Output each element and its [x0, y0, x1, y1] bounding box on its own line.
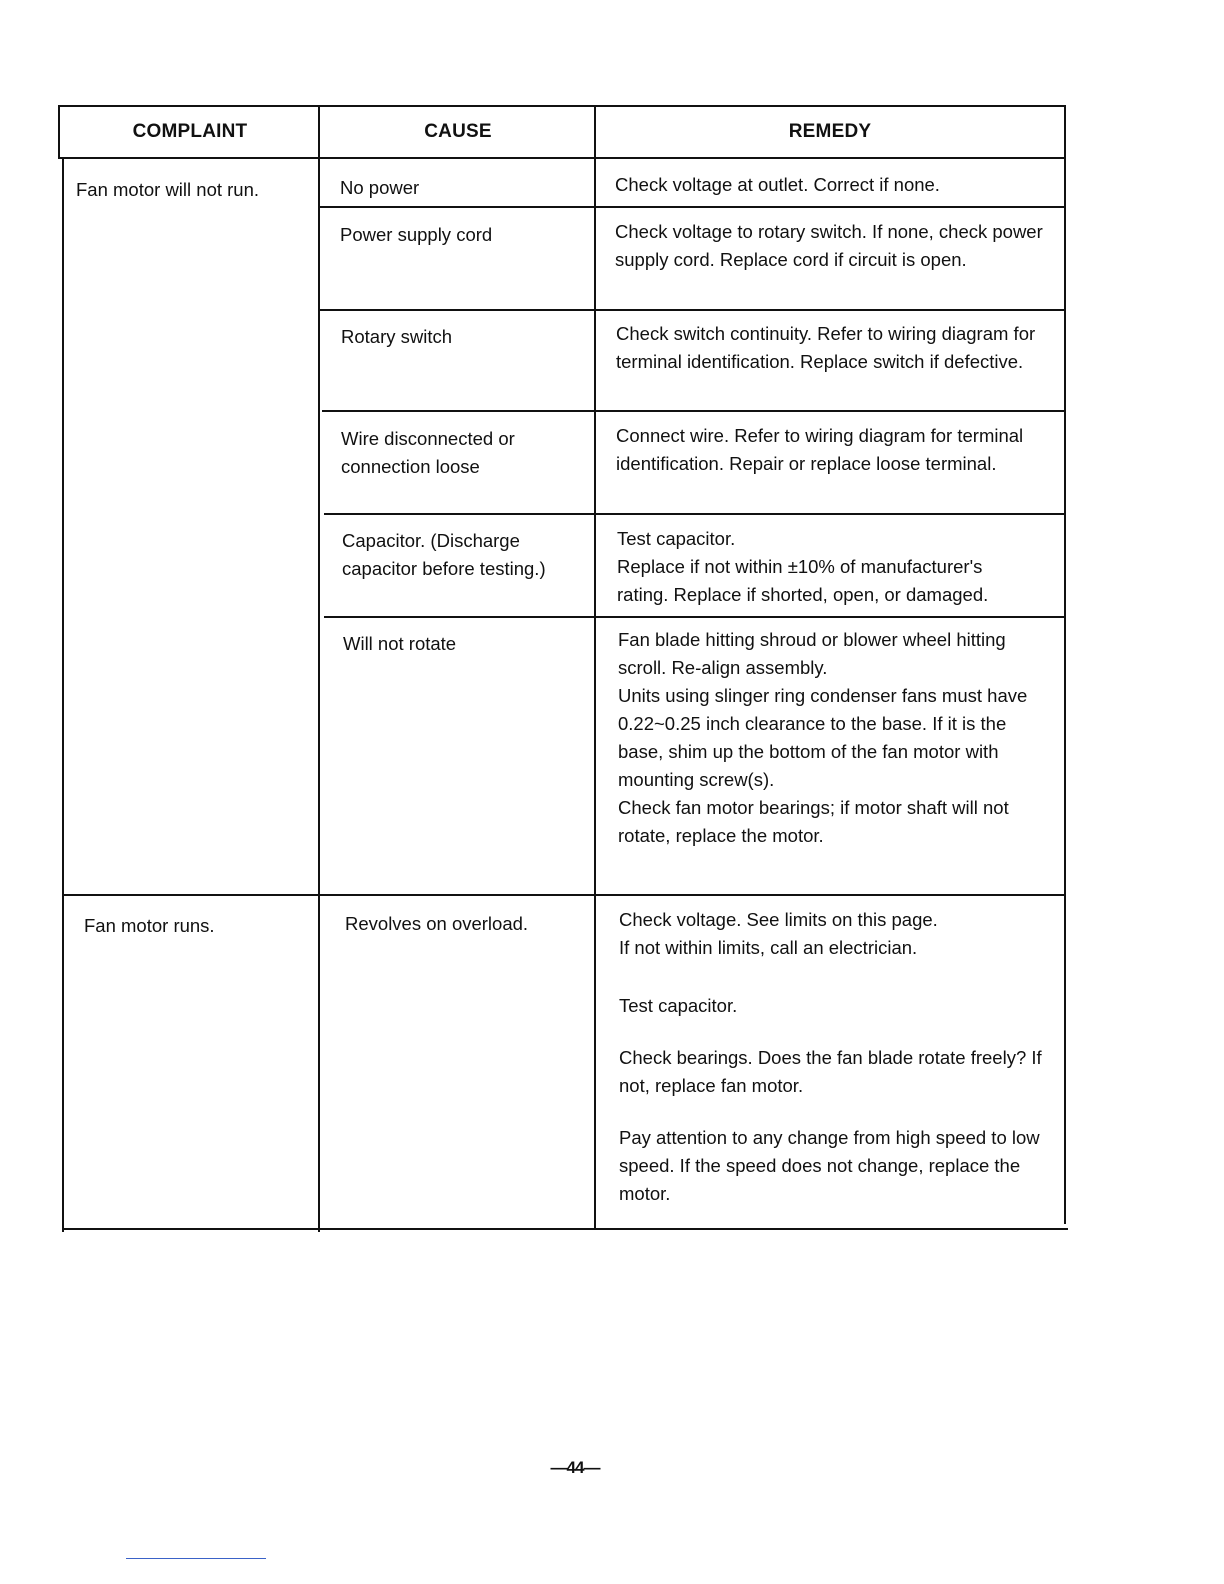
remedy-text: Check bearings. Does the fan blade rotate freely? If not, replace fan motor.	[619, 1047, 1042, 1096]
table-header-row	[58, 105, 1066, 159]
grid-line-remedy-left	[594, 158, 596, 1228]
page-number: —44—	[550, 1458, 600, 1477]
cause-cell: Will not rotate	[343, 633, 457, 654]
grid-line-cause-left	[318, 158, 320, 1232]
grid-line-left	[62, 158, 64, 1232]
header-complaint: COMPLAINT	[58, 105, 320, 159]
remedy-cell	[615, 218, 1045, 274]
remedy-cell	[619, 906, 1059, 1208]
remedy-cell	[617, 525, 1037, 609]
remedy-text: Check voltage. See limits on this page.	[619, 909, 938, 930]
remedy-text: Replace if not within ±10% of manufacturer's rating. Replace if shorted, open, or damaged.	[617, 556, 989, 605]
cause-cell: No power	[340, 177, 420, 198]
remedy-cell	[618, 626, 1054, 850]
remedy-text: Connect wire. Refer to wiring diagram for terminal identification. Repair or replace loose terminal.	[616, 425, 1024, 474]
remedy-cell	[616, 320, 1052, 376]
grid-line-right	[1064, 158, 1066, 1224]
row-divider	[320, 309, 1066, 311]
row-divider	[324, 616, 1066, 618]
group-divider	[62, 894, 1066, 896]
remedy-text: Check switch continuity. Refer to wiring diagram for terminal identification. Replace switch if defective.	[616, 323, 1036, 372]
cause-cell: Rotary switch	[341, 326, 453, 347]
header-cause: CAUSE	[318, 105, 596, 159]
remedy-text: Check fan motor bearings; if motor shaft will not rotate, replace the motor.	[618, 797, 1009, 846]
complaint-cell: Fan motor will not run.	[76, 179, 260, 200]
cause-cell: Wire disconnected or connection loose	[341, 428, 515, 477]
cause-cell: Power supply cord	[340, 224, 493, 245]
cause-cell: Capacitor. (Discharge capacitor before testing.)	[342, 530, 546, 579]
remedy-text: Pay attention to any change from high speed to low speed. If the speed does not change, replace the motor.	[619, 1127, 1040, 1204]
table-bottom-border	[64, 1228, 1068, 1230]
remedy-text: Test capacitor.	[617, 528, 736, 549]
remedy-text: Check voltage at outlet. Correct if none.	[615, 174, 940, 195]
remedy-text: Test capacitor.	[619, 995, 738, 1016]
remedy-cell	[616, 422, 1036, 478]
remedy-text: Units using slinger ring condenser fans must have 0.22~0.25 inch clearance to the base. If it is the base, shim up the bottom of the fan motor with mounting screw(s).	[618, 685, 1028, 790]
row-divider	[324, 513, 1066, 515]
remedy-text: Check voltage to rotary switch. If none, check power supply cord. Replace cord if circuit is open.	[615, 221, 1043, 270]
footer-rule	[126, 1558, 266, 1559]
remedy-cell	[615, 171, 1045, 199]
header-remedy: REMEDY	[594, 105, 1066, 159]
cause-cell: Revolves on overload.	[345, 913, 529, 934]
row-divider	[318, 206, 1066, 208]
remedy-text: Fan blade hitting shroud or blower wheel hitting scroll. Re-align assembly.	[618, 629, 1006, 678]
complaint-cell: Fan motor runs.	[84, 915, 215, 936]
row-divider	[322, 410, 1066, 412]
remedy-text: If not within limits, call an electrician.	[619, 937, 918, 958]
